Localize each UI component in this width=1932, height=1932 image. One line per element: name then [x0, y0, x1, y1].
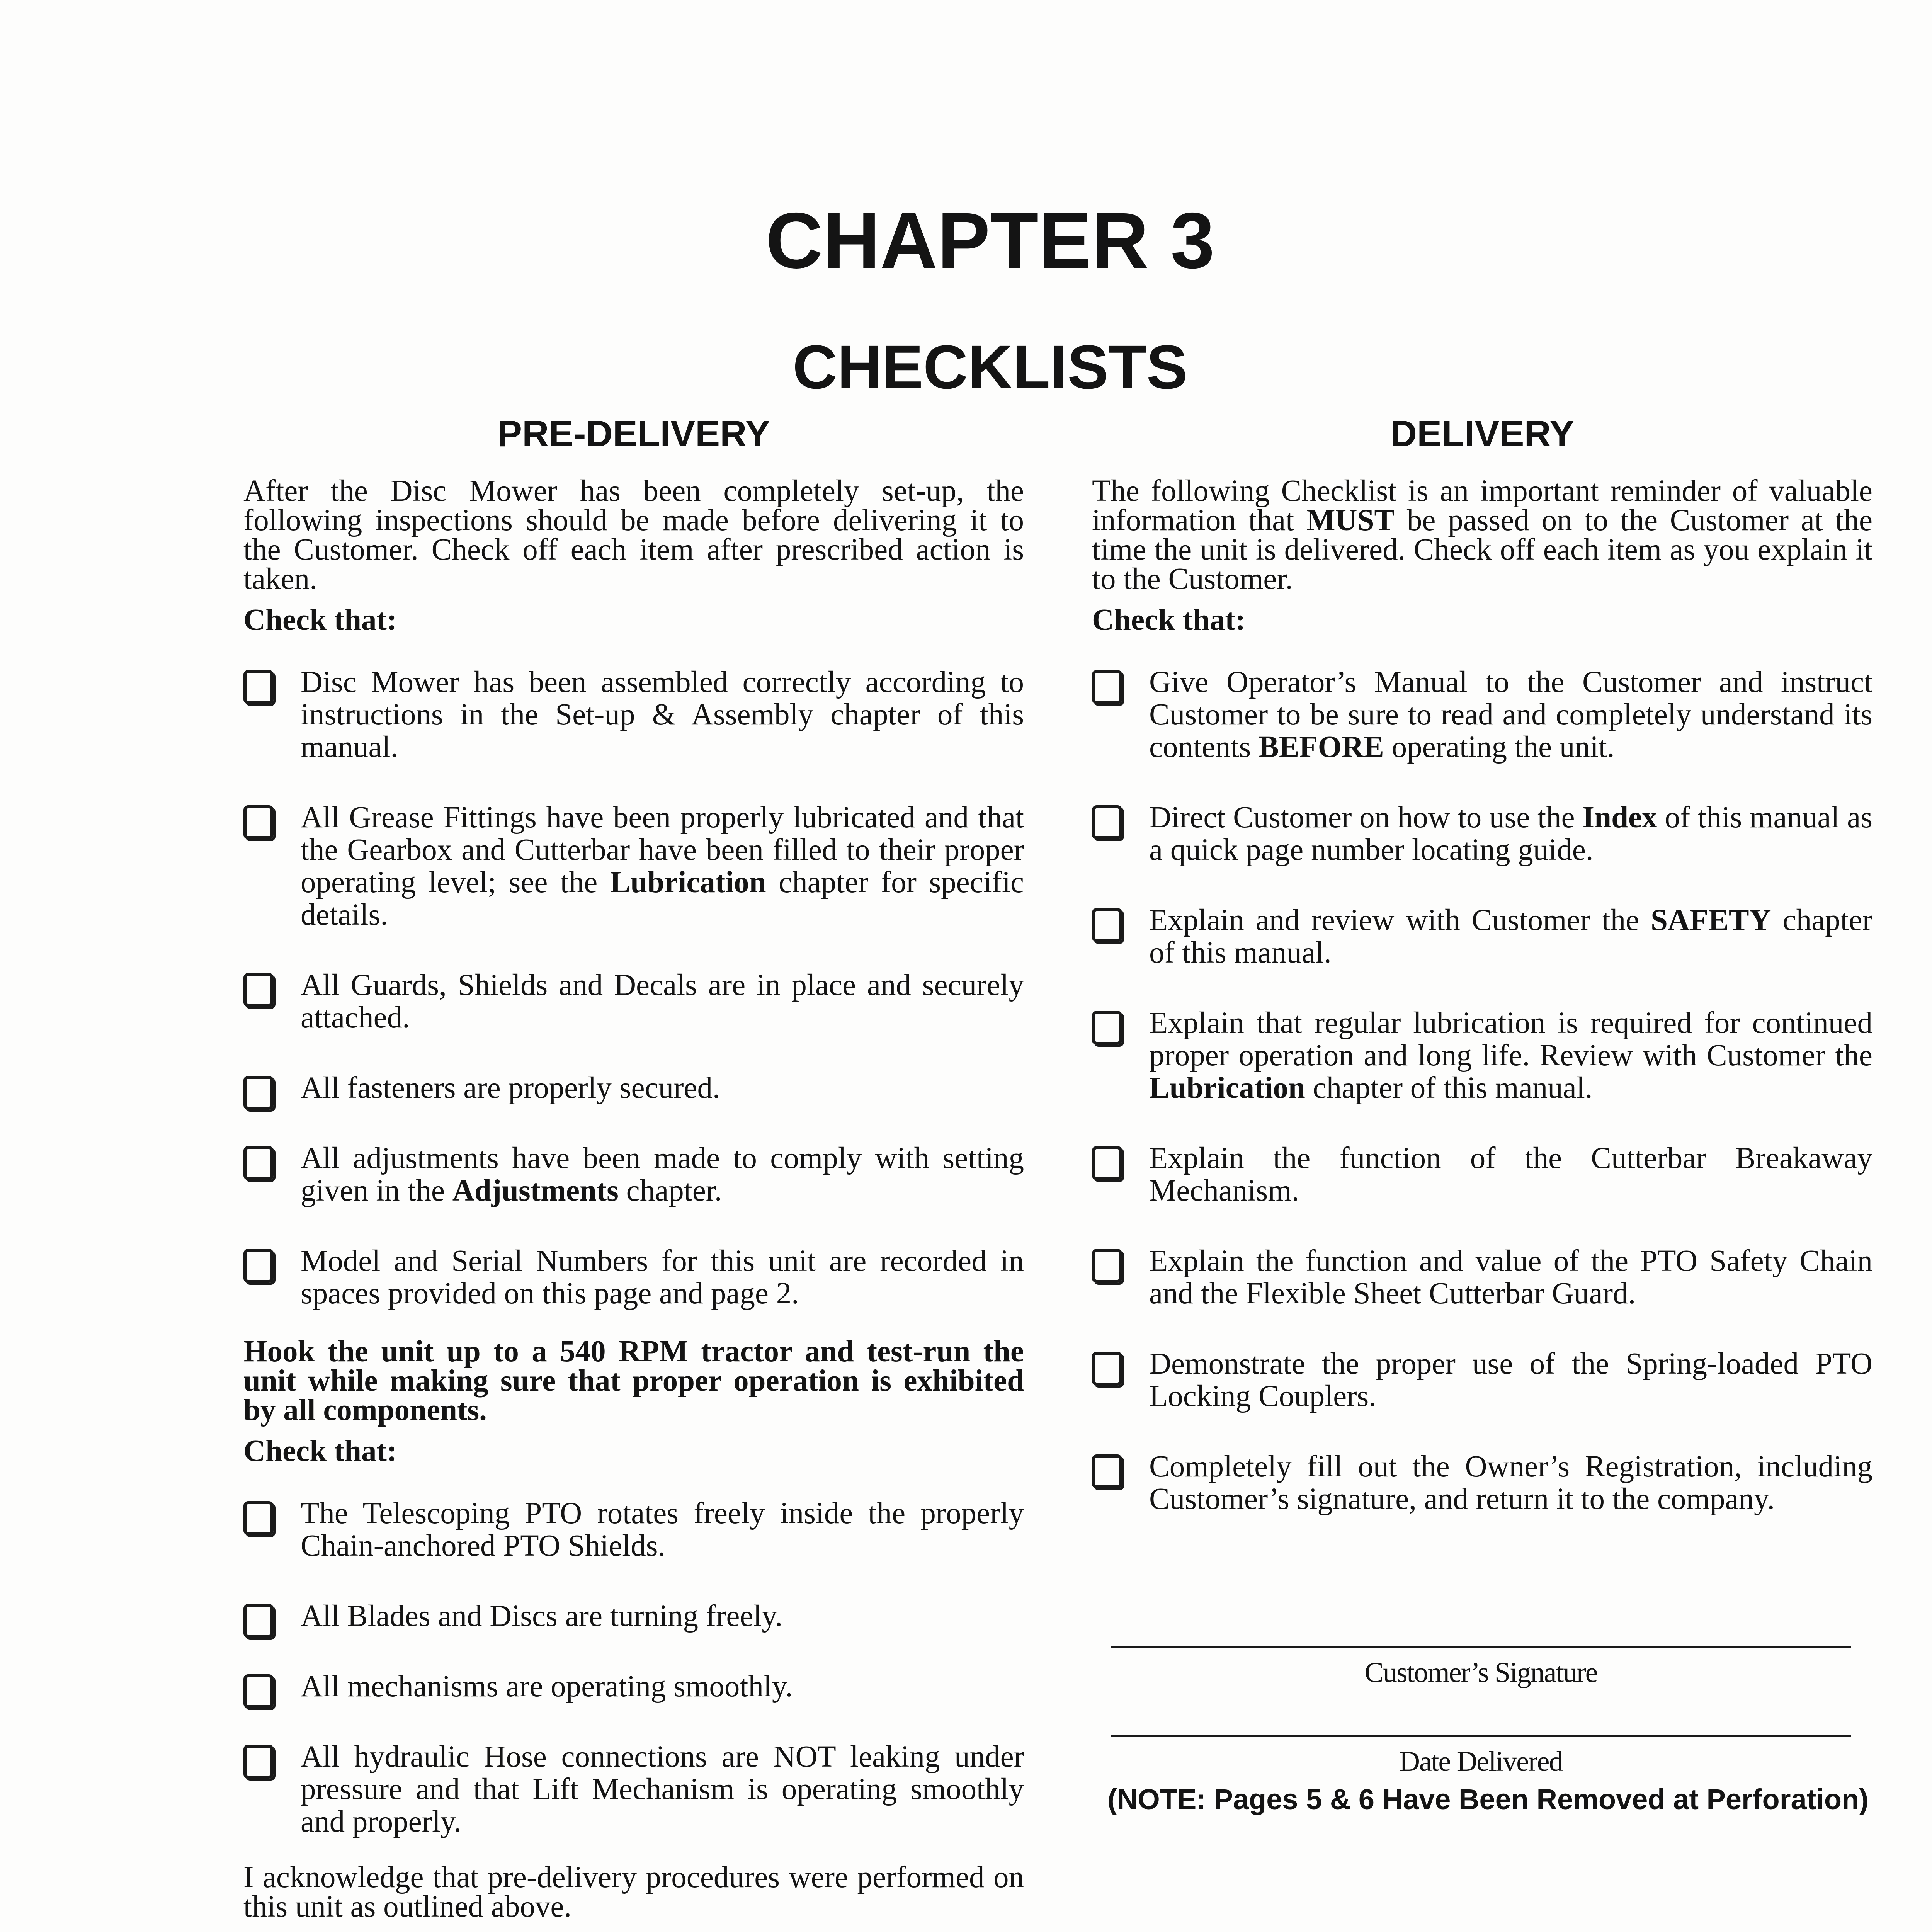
- intro-text-after: be passed on to the Customer at the time the unit is delivered. Check off each item as you explain it to the Customer.: [1092, 503, 1873, 596]
- checklist-item-text: [301, 1741, 1024, 1838]
- checklist-item-text: [1149, 801, 1872, 866]
- checklist-item: [1092, 666, 1872, 764]
- item-text: Explain that regular lubrication is required for continued proper operation and long life. Review with Customer the: [1149, 1006, 1872, 1072]
- delivery-column: [1092, 415, 1872, 1553]
- checklist-item-text: [301, 1497, 1024, 1562]
- checkbox[interactable]: [243, 1076, 274, 1110]
- checklist-item-text: [301, 1245, 1024, 1310]
- checkbox[interactable]: [243, 1674, 274, 1708]
- item-text: The Telescoping PTO rotates freely inside the properly Chain-anchored PTO Shields.: [301, 1497, 1024, 1563]
- signature-line: [1111, 1646, 1851, 1648]
- item-text-after: chapter of this manual.: [1149, 903, 1872, 969]
- checkbox[interactable]: [243, 1604, 274, 1638]
- item-text: All Guards, Shields and Decals are in place and securely attached.: [301, 968, 1024, 1034]
- item-text: Model and Serial Numbers for this unit are recorded in spaces provided on this page and page 2.: [301, 1244, 1024, 1310]
- item-text: Explain the function of the Cutterbar Breakaway Mechanism.: [1149, 1141, 1872, 1208]
- item-text: All hydraulic Hose connections are NOT leaking under pressure and that Lift Mechanism is operating smoothly and properly.: [301, 1740, 1024, 1838]
- checkbox[interactable]: [1092, 908, 1122, 942]
- item-text: Give Operator’s Manual to the Customer and instruct Customer to be sure to read and completely understand its contents: [1149, 665, 1872, 764]
- checklist-item: [1092, 1451, 1872, 1515]
- item-text-after: chapter.: [618, 1174, 722, 1208]
- checkbox[interactable]: [243, 973, 274, 1007]
- item-bold-text: SAFETY: [1651, 903, 1771, 937]
- item-text-after: chapter for specific details.: [301, 866, 1024, 932]
- checklist-item-text: [301, 1600, 1024, 1633]
- acknowledgement-text: I acknowledge that pre-delivery procedures were performed on this unit as outlined above.: [243, 1861, 1024, 1923]
- checklist-item: [243, 1497, 1024, 1562]
- item-text: Direct Customer on how to use the: [1149, 801, 1583, 834]
- checklist-item-text: [301, 1072, 1024, 1104]
- checklist-item: [1092, 1142, 1872, 1207]
- item-text: Demonstrate the proper use of the Spring-loaded PTO Locking Couplers.: [1149, 1347, 1872, 1413]
- delivery-heading: DELIVERY: [1390, 413, 1575, 454]
- checklist-item-text: [1149, 666, 1872, 764]
- checklist-item-text: [1149, 1007, 1872, 1104]
- item-bold-text: Index: [1582, 801, 1657, 834]
- item-bold-text: Adjustments: [452, 1174, 619, 1208]
- item-text: Completely fill out the Owner’s Registration, including Customer’s signature, and return it to the company.: [1149, 1450, 1872, 1516]
- pre-delivery-heading: PRE-DELIVERY: [497, 413, 770, 454]
- item-text-after: chapter of this manual.: [1305, 1071, 1593, 1105]
- checkbox[interactable]: [243, 1146, 274, 1180]
- checkbox[interactable]: [1092, 1011, 1122, 1045]
- checklist-item: [1092, 801, 1872, 866]
- checkbox[interactable]: [243, 1745, 274, 1779]
- pre-delivery-intro: After the Disc Mower has been completely set-up, the following inspections should be made before delivering it to the Customer. Check off each item after prescribed action is taken.: [243, 474, 1024, 596]
- checklist-item: [243, 1245, 1024, 1310]
- checklist-item: [1092, 1245, 1872, 1310]
- checklist-item: [243, 1072, 1024, 1104]
- checklist-item: [1092, 904, 1872, 969]
- checkbox[interactable]: [1092, 1454, 1122, 1488]
- item-text: All mechanisms are operating smoothly.: [301, 1670, 793, 1703]
- item-text-after: operating the unit.: [1384, 730, 1615, 764]
- chapter-title: CHAPTER 3: [765, 196, 1215, 285]
- checklist-item: [243, 969, 1024, 1034]
- checkbox[interactable]: [1092, 1352, 1122, 1386]
- signature-label: Customer’s Signature: [1364, 1657, 1597, 1689]
- item-text: Explain and review with Customer the: [1149, 903, 1651, 937]
- item-text: Explain the function and value of the PTO Safety Chain and the Flexible Sheet Cutterbar Guard.: [1149, 1244, 1872, 1310]
- checklist-item: [243, 1600, 1024, 1633]
- check-that-label: Check that:: [1092, 603, 1246, 637]
- checkbox[interactable]: [243, 805, 274, 839]
- item-bold-text: BEFORE: [1259, 730, 1384, 764]
- checklist-item: [1092, 1348, 1872, 1413]
- checklist-item: [243, 666, 1024, 764]
- check-that-label: Check that:: [243, 603, 397, 637]
- check-that-label: Check that:: [243, 1434, 397, 1468]
- checklist-item-text: [301, 1142, 1024, 1207]
- checkbox[interactable]: [243, 1501, 274, 1535]
- checkbox[interactable]: [1092, 670, 1122, 704]
- signature-line: [1111, 1735, 1851, 1737]
- checklist-item-text: [301, 801, 1024, 931]
- item-text: All fasteners are properly secured.: [301, 1071, 720, 1105]
- checklist-item-text: [1149, 1451, 1872, 1515]
- checklist-item: [1092, 1007, 1872, 1104]
- checklist-item-text: [1149, 1245, 1872, 1310]
- checkbox[interactable]: [243, 670, 274, 704]
- item-bold-text: Lubrication: [1149, 1071, 1305, 1105]
- item-text: All Grease Fittings have been properly lubricated and that the Gearbox and Cutterbar have been filled to their proper operating level; see the: [301, 801, 1024, 899]
- perforation-note: (NOTE: Pages 5 & 6 Have Been Removed at Perforation): [1107, 1783, 1869, 1815]
- checklist-item: [243, 1741, 1024, 1838]
- checkbox[interactable]: [1092, 805, 1122, 839]
- checkbox[interactable]: [243, 1249, 274, 1283]
- pre-delivery-column: [243, 415, 1024, 1922]
- date-delivered-field[interactable]: [1111, 1735, 1851, 1776]
- item-text: All adjustments have been made to comply with setting given in the: [301, 1141, 1024, 1208]
- item-bold-text: Lubrication: [610, 866, 766, 899]
- checklist-item-text: [301, 1670, 1024, 1703]
- test-run-instruction: Hook the unit up to a 540 RPM tractor and test-run the unit while making sure that proper operation is exhibited by all components.: [243, 1335, 1024, 1427]
- checklist-item: [243, 1670, 1024, 1703]
- item-text: Disc Mower has been assembled correctly according to instructions in the Set-up & Assembly chapter of this manual.: [301, 665, 1024, 764]
- checklist-item: [243, 801, 1024, 931]
- chapter-subtitle: CHECKLISTS: [793, 332, 1188, 401]
- item-text-after: of this manual as a quick page number locating guide.: [1149, 801, 1872, 867]
- checklist-item-text: [301, 666, 1024, 764]
- delivery-intro: [1092, 476, 1872, 594]
- intro-bold-text: MUST: [1306, 503, 1395, 537]
- intro-text: The following Checklist is an important reminder of valuable information that: [1092, 474, 1872, 537]
- checklist-item-text: [1149, 1142, 1872, 1207]
- checklist-item-text: [1149, 1348, 1872, 1413]
- checklist-item: [243, 1142, 1024, 1207]
- checkbox[interactable]: [1092, 1249, 1122, 1283]
- item-text: All Blades and Discs are turning freely.: [301, 1599, 783, 1633]
- checkbox[interactable]: [1092, 1146, 1122, 1180]
- checklist-item-text: [1149, 904, 1872, 969]
- customer-signature-field[interactable]: [1111, 1646, 1851, 1687]
- signature-label: Date Delivered: [1399, 1746, 1563, 1777]
- checklist-item-text: [301, 969, 1024, 1034]
